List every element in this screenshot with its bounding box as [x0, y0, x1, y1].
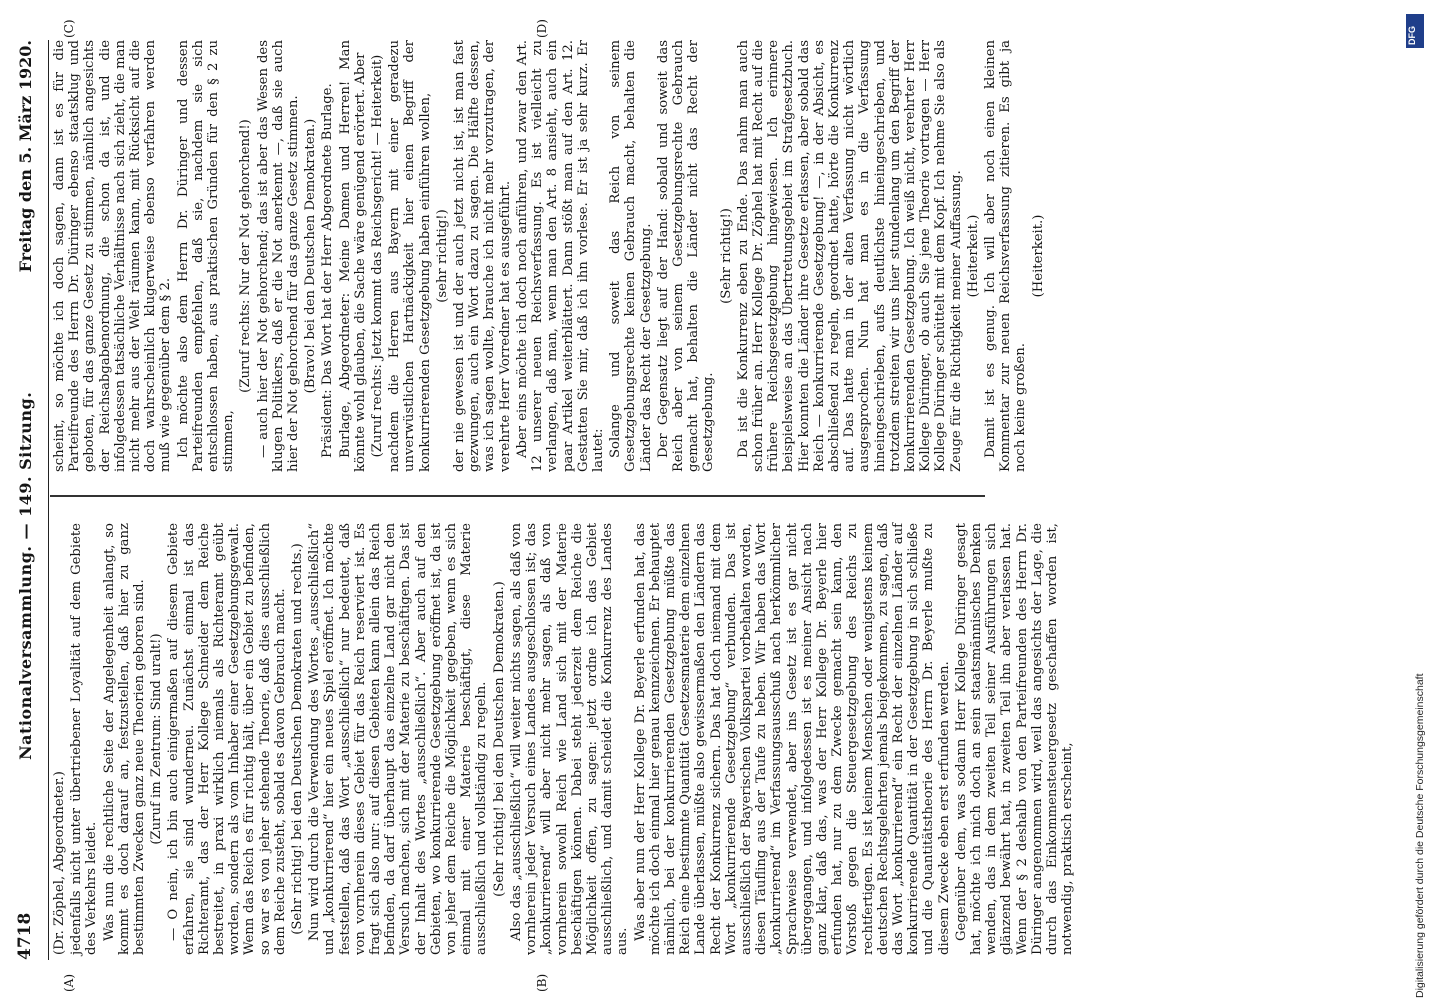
interjection: (sehr richtig!) [434, 209, 450, 303]
paragraph: Der Gegensatz liegt auf der Hand: sobald und soweit das Reich aber von seinem Gesetzgebungsrechte Gebrauch gemacht hat, behalten die Länder nicht das Recht der Gesetzgebung. [655, 40, 717, 472]
dfg-logo: DFG [1406, 14, 1424, 48]
paragraph: Aber eins möchte ich doch noch anführen, und zwar den Art. 12 unserer neuen Reichsverfassung. Es ist vielleicht zu verlangen, daß man, wenn man den Art. 8 ansieht, auch ein paar Artikel weiterblättert. Dann stößt man auf den Art. 12. Gestatten Sie mir, daß ich ihn vorlese. Er ist ja sehr kurz. Er lautet: [514, 40, 606, 472]
interjection: (Zuruf im Zentrum: Sind uralt!) [149, 633, 165, 845]
paragraph: Nun wird durch die Verwendung des Wortes „ausschließlich“ und „konkurrierend“ hier ein neues Spiel eröffnet. Ich möchte feststellen, daß das Wort „ausschließlich“ nur bedeutet, daß von vornherein dieses Gebiet für das Reich reserviert ist. Es fragt sich also nur: auf diesen Gebieten kann allein das Reich befinden, da darf überhaupt das einzelne Land gar nicht den Versuch machen, sich mit der Materie zu beschäftigen. Das ist der Inhalt des Wortes „ausschließlich“. Aber auch auf den Gebieten, wo konkurrierende Gesetzgebung eröffnet ist, da ist von jeher dem Reiche die Möglichkeit gegeben, wenn es sich einmal mit einer Materie beschäftigt, diese Materie ausschließlich und vollständig zu regeln. [307, 523, 490, 955]
quoted-article: Solange und soweit das Reich von seinem Gesetzgebungsrechte keinen Gebrauch macht, behalten die Länder das Recht der Gesetzgebung. [608, 40, 654, 472]
interjection: (Zuruf rechts: Nur der Not gehorchend!) [238, 119, 254, 393]
paragraph: (Dr. Zöphel, Abgeordneter.) [52, 771, 67, 955]
interjection: (Zuruf rechts: Jetzt kommt das Reichsgericht! — Heiterkeit) [370, 54, 386, 458]
margin-marker-d: (D) [535, 19, 549, 38]
session-date: Freitag den 5. März 1920. [16, 40, 35, 273]
paragraph: Was aber nun der Herr Kollege Dr. Beyerle erfunden hat, das möchte ich doch einmal hier genau kennzeichnen. Er behauptet nämlich, bei der konkurrierenden Gesetzgebung müßte das Reich eine bestimmte Quantität Gesetzesmaterie dem einzelnen Lande überlassen, müßte also gewissermaßen den Ländern das Recht der Konkurrenz sichern. Das hat doch niemand mit dem Wort „konkurrierende Gesetzgebung“ verbunden. Das ist ausschließlich der Bayerischen Volkspartei vorbehalten worden, diesen Täufling aus der Taufe zu heben. Wir haben das Wort „konkurrierend“ im Verfassungsausschuß nach herkömmlicher Sprachweise verwendet, aber ins Gesetz ist es gar nicht übergegangen, und infolgedessen ist es meiner Ansicht nach ganz klar, daß das, was der Herr Kollege Dr. Beyerle hier erfunden hat, nur zu dem Zwecke gemacht sein kann, den Vorstoß gegen die Steuergesetzgebung des Reichs zu rechtfertigen. Es ist keinem Menschen oder wenigstens keinem deutschen Rechtsgelehrten jemals beigekommen, zu sagen, daß das Wort „konkurrierend“ ein Recht der einzelnen Länder auf konkurrierende Quantität in der Gesetzgebung in sich schließe und die Quantitätstheorie des Herrn Dr. Beyerle mußte zu diesem Zwecke eben erst erfunden werden. [632, 523, 952, 955]
right-text-column [52, 40, 1048, 472]
column-divider [50, 496, 985, 498]
dfg-credit-strip [1404, 8, 1430, 998]
page-number: 4718 [15, 912, 35, 960]
paragraph: jedenfalls nicht unter übertriebener Loyalität auf dem Gebiete des Verkehrs leidet. [69, 523, 100, 955]
digitization-credit: Digitalisierung gefördert durch die Deutsche Forschungsgemeinschaft [1414, 673, 1426, 998]
interjection: (Sehr richtig!) [718, 208, 734, 304]
interjection: (Heiterkeit.) [1030, 214, 1046, 298]
paragraph: Was nun die rechtliche Seite der Angelegenheit anlangt, so kommt es doch darauf an, festzustellen, daß hier zu ganz bestimmten Zwecken ganz neue Theorien geboren sind. [101, 523, 148, 955]
margin-marker-c: (C) [62, 19, 76, 38]
paragraph: der nie gewesen ist und der auch jetzt nicht ist, ist man fast gezwungen, auch ein Wort dazu zu sagen. Die Hälfte dessen, was ich sagen wollte, brauche ich nicht mehr vorzutragen, der verehrte Herr Vorredner hat es ausgeführt. [452, 40, 513, 472]
paragraph: scheint, so möchte ich doch sagen, dann ist es für die Parteifreunde des Herrn Dr. Düringer ebenso staatsklug und geboten, für das ganze Gesetz zu stimmen, nämlich angesichts der Reichsabgabenordnung, die schon da ist, und die infolgedessen tatsächliche Verhältnisse nach sich zieht, die man nicht mehr aus der Welt räumen kann, mit Rücksicht auf die doch wahrscheinlich klugerweise ebenso verfahren werden muß wie gegenüber dem § 2. [52, 40, 174, 472]
paragraph: Damit ist es genug. Ich will aber noch einen kleinen Kommentar zur neuen Reichsverfassung zitieren. Es gibt ja noch keine großen. [982, 40, 1029, 472]
interjection: (Sehr richtig! bei den Deutschen Demokraten und rechts.) [290, 543, 306, 935]
left-text-column [52, 523, 1077, 955]
interjection: (Bravo! bei den Deutschen Demokraten.) [303, 118, 319, 394]
margin-marker-b: (B) [535, 973, 549, 992]
paragraph: Gegenüber dem, was sodann Herr Kollege Düringer gesagt hat, möchte ich mich doch an sein staatsmännisches Denken wenden, das in dem zweiten Teil seiner Ausführungen sich glänzend bewährt hat, in zweiten Teil ihn aber verlassen hat. Wenn der § 2 deshalb von den Parteifreunden des Herrn Dr. Düringer angenommen wird, weil das angesichts der Lage, die durch das Einkommensteuergesetz geschaffen worden ist, notwendig, praktisch erscheint, [953, 523, 1076, 955]
paragraph: — O nein, ich bin auch einigermaßen auf diesem Gebiete erfahren, sie sind wunderneu. Zunächst einmal ist das Richteramt, das der Herr Kollege Schneider dem Reiche bestreitet, in praxi wirklich niemals als Richteramt geübt worden, sondern als vom Inhaber einer Gesetzgebungsgewalt. Wenn das Reich es für richtig hält, über ein Gebiet zu befinden, so war es von jeher stehende Theorie, daß dies ausschließlich dem Reiche zusteht, sobald es davon Gebrauch macht. [166, 523, 288, 955]
margin-marker-a: (A) [62, 973, 76, 992]
assembly-title: Nationalversammlung. — 149. Sitzung. [16, 391, 35, 760]
paragraph: Burlage, Abgeordneter: Meine Damen und Herren! Man könnte wohl glauben, die Sache wäre genügend erörtert. Aber [337, 40, 368, 472]
interjection: (Sehr richtig! bei den Deutschen Demokraten.) [491, 581, 507, 897]
paragraph: — auch hier der Not gehorchend; das ist aber das Wesen des klugen Politikers, daß er die Not anerkennt —, daß sie auch hier der Not gehorchend für das ganze Gesetz stimmen. [255, 40, 302, 472]
paragraph: nachdem die Herren aus Bayern mit einer geradezu unverwüstlichen Hartnäckigkeit hier einen Begriff der konkurrierenden Gesetzgebung haben einführen wollen, [387, 40, 433, 472]
paragraph: Da ist die Konkurrenz eben zu Ende. Das nahm man auch schon früher an. Herr Kollege Dr. Zöphel hat mit Recht auf die frühere Reichsgesetzgebung hingewiesen. Ich erinnere beispielsweise an das Übertretungsgebiet im Strafgesetzbuch. Hier konnten die Länder ihre Gesetze erlassen, aber sobald das Reich — konkurrierende Gesetzgebung! —, in der Absicht, es abschließend zu regeln, geordnet hatte, hörte die Konkurrenz auf. Das hatte man in der alten Verfassung nicht wörtlich ausgesprochen. Nun hat man es in die Verfassung hineingeschrieben, aufs deutlichste hineingeschrieben, und trotzdem streiten wir uns hier stundenlang um den Begriff der konkurrierenden Gesetzgebung. Ich weiß nicht, verehrter Herr Kollege Düringer, ob auch Sie jene Theorie vortragen — Herr Kollege Düringer schüttelt mit dem Kopf. Ich nehme Sie also als Zeuge für die Richtigkeit meiner Auffassung. [735, 40, 964, 472]
page-header [15, 40, 49, 960]
paragraph: Ich möchte also dem Herrn Dr. Düringer und dessen Parteifreunden empfehlen, daß sie, nachdem sie sich entschlossen haben, aus praktischen Gründen für den § 2 zu stimmen, [175, 40, 237, 472]
paragraph: Also das „ausschließlich“ will weiter nichts sagen, als daß von vornherein jeder Versuch eines Landes ausgeschlossen ist; das „konkurrierend“ will aber nicht mehr sagen, als daß von vornherein sowohl Reich wie Land sich mit der Materie beschäftigen können. Dabei steht jederzeit dem Reiche die Möglichkeit offen, zu sagen: jetzt ordne ich das Gebiet ausschließlich, und damit scheidet die Konkurrenz des Landes aus. [508, 523, 631, 955]
paragraph: Präsident: Das Wort hat der Herr Abgeordnete Burlage. [320, 83, 336, 458]
interjection: (Heiterkeit.) [965, 214, 981, 298]
